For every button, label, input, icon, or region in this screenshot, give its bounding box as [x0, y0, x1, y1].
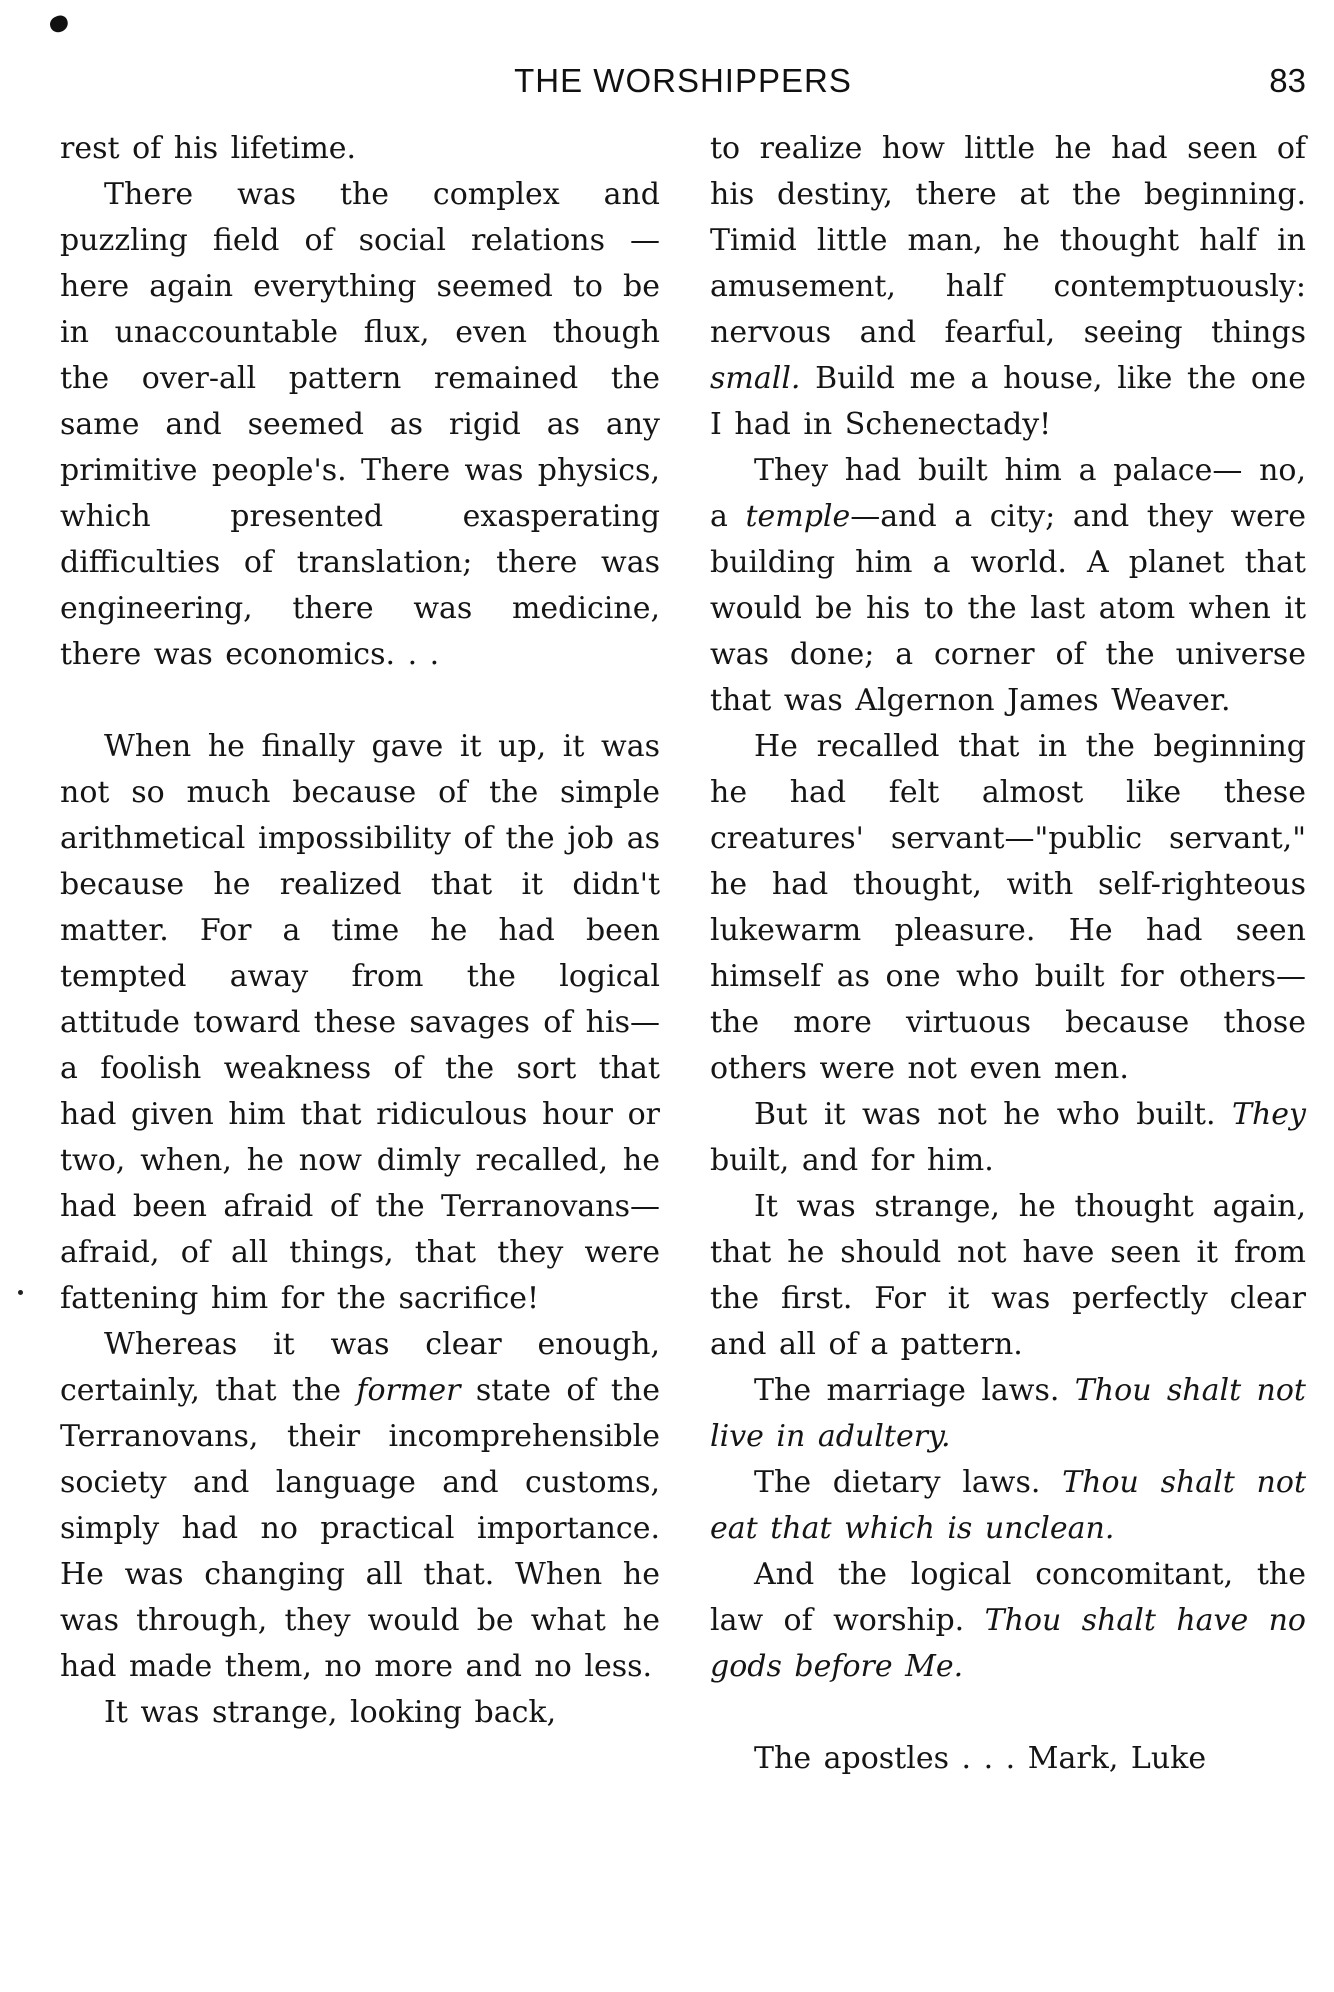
- paragraph: [60, 126, 660, 172]
- text-run: The dietary laws.: [754, 1465, 1063, 1500]
- paragraph: [710, 1092, 1306, 1184]
- text-run: Build me a house, like the one I had in Schenectady!: [710, 361, 1306, 442]
- paragraph: [710, 1184, 1306, 1368]
- paragraph: [710, 1736, 1306, 1782]
- italic-run: Thou shalt not live in adultery.: [710, 1373, 1306, 1454]
- paragraph: [710, 1460, 1306, 1552]
- running-title: THE WORSHIPPERS: [514, 62, 852, 99]
- text-run: The apostles . . . Mark, Luke: [754, 1741, 1207, 1776]
- italic-run: small.: [710, 361, 801, 396]
- text-run: There was the complex and puzzling field of social relations —here again everything seemed to be in unaccountable flux, even though the over-all pattern remained the same and seemed as rigid as any primitive people's. There was physics, which presented exasperating difficulties of translation; there was engineering, there was medicine, there was economics. . .: [60, 177, 660, 672]
- paragraph: [710, 1368, 1306, 1460]
- paragraph: [710, 448, 1306, 724]
- italic-run: They: [1231, 1097, 1306, 1132]
- italic-run: Thou shalt not eat that which is unclean.: [710, 1465, 1306, 1546]
- text-run: But it was not he who built.: [754, 1097, 1232, 1132]
- text-run: —and a city; and they were building him a world. A planet that would be his to the last atom when it was done; a corner of the universe that was Algernon James Weaver.: [710, 499, 1306, 718]
- text-run: rest of his lifetime.: [60, 131, 357, 166]
- text-run: The marriage laws.: [754, 1373, 1075, 1408]
- paragraph: [60, 1690, 660, 1736]
- paragraph: [710, 724, 1306, 1092]
- paragraph: [60, 172, 660, 678]
- text-run: built, and for him.: [710, 1143, 994, 1178]
- text-run: It was strange, looking back,: [104, 1695, 557, 1730]
- text-run: He recalled that in the beginning he had felt almost like these creatures' servant—"public servant," he had thought, with self-righteous lukewarm pleasure. He had seen himself as one who built for others—the more virtuous because those others were not even men.: [710, 729, 1306, 1086]
- text-run: to realize how little he had seen of his destiny, there at the beginning. Timid little man, he thought half in amusement, half contemptuously: nervous and fearful, seeing things: [710, 131, 1306, 350]
- text-run: Whereas it was clear enough, certainly, that the: [60, 1327, 660, 1408]
- text-run: They had built him a palace— no, a: [710, 453, 1306, 534]
- ink-blot: [48, 13, 70, 34]
- text-run: And the logical concomitant, the law of worship.: [710, 1557, 1306, 1638]
- paragraph: [710, 1552, 1306, 1690]
- text-run: When he finally gave it up, it was not so much because of the simple arithmetical impossibility of the job as because he realized that it didn't matter. For a time he had been tempted away from the logical attitude toward these savages of his—a foolish weakness of the sort that had given him that ridiculous hour or two, when, he now dimly recalled, he had been afraid of the Terranovans—afraid, of all things, that they were fattening him for the sacrifice!: [60, 729, 660, 1316]
- page-number: 83: [1269, 62, 1306, 99]
- italic-run: Thou shalt have no gods before Me.: [710, 1603, 1306, 1684]
- italic-run: temple: [745, 499, 851, 534]
- ink-speck: [18, 1290, 23, 1295]
- paragraph: [60, 724, 660, 1322]
- page-header: [60, 62, 1306, 112]
- text-run: state of the Terranovans, their incomprehensible society and language and customs, simply had no practical importance. He was changing all that. When he was through, they would be what he had made them, no more and no less.: [60, 1373, 660, 1684]
- paragraph: [710, 126, 1306, 448]
- italic-run: former: [356, 1373, 461, 1408]
- text-run: It was strange, he thought again, that he should not have seen it from the first. For it was perfectly clear and all of a pattern.: [710, 1189, 1306, 1362]
- right-column: [710, 126, 1306, 1782]
- paragraph: [60, 1322, 660, 1690]
- left-column: [60, 126, 660, 1736]
